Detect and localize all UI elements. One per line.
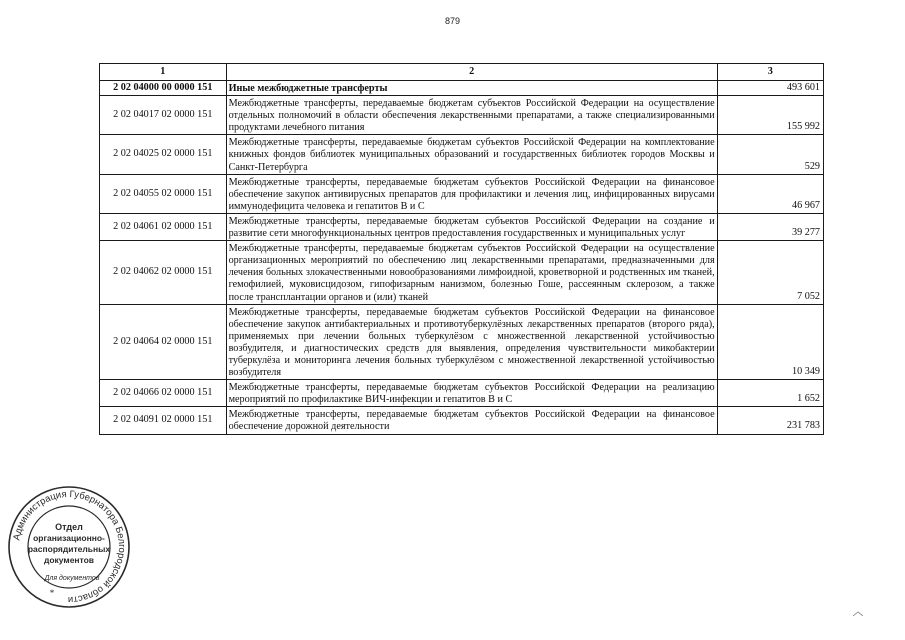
column-header-amount: 3 [717,64,823,81]
stamp-seal-graphic [6,484,132,610]
row-amount-cell: 39 277 [717,213,823,240]
office-stamp [6,484,132,610]
svg-text:Администрация Губернатора Белг: Администрация Губернатора Белгородской области [11,488,128,606]
row-amount-cell: 529 [717,135,823,174]
table-row [100,81,824,96]
row-code-cell: 2 02 04062 02 0000 151 [100,241,227,304]
row-code-cell: 2 02 04055 02 0000 151 [100,174,227,213]
svg-text:*: * [49,588,55,598]
table-row [100,135,824,174]
table-row [100,304,824,380]
table-row [100,407,824,434]
row-amount-cell: 7 052 [717,241,823,304]
row-amount-cell: 1 652 [717,380,823,407]
row-description-cell: Межбюджетные трансферты, передаваемые бюджетам субъектов Российской Федерации на реализацию мероприятий по профилактике ВИЧ-инфекции и гепатитов В и С [226,380,717,407]
svg-text:Для документов: Для документов [44,575,100,582]
row-code-cell: 2 02 04017 02 0000 151 [100,96,227,135]
row-code-cell: 2 02 04091 02 0000 151 [100,407,227,434]
row-code-cell: 2 02 04064 02 0000 151 [100,304,227,380]
row-code-cell: 2 02 04000 00 0000 151 [100,81,227,96]
row-amount-cell: 231 783 [717,407,823,434]
row-code-cell: 2 02 04061 02 0000 151 [100,213,227,240]
budget-transfers-table [99,63,824,435]
table-row [100,174,824,213]
row-description-cell: Межбюджетные трансферты, передаваемые бюджетам субъектов Российской Федерации на комплектование книжных фондов библиотек муниципальных образований и государственных библиотек городов Москвы и Санкт-Петербурга [226,135,717,174]
row-description-cell: Межбюджетные трансферты, передаваемые бюджетам субъектов Российской Федерации на создание и развитие сети многофункциональных центров предоставления государственных и муниципальных услуг [226,213,717,240]
svg-text:распорядительных: распорядительных [27,544,111,554]
row-description-cell: Межбюджетные трансферты, передаваемые бюджетам субъектов Российской Федерации на финансовое обеспечение закупок антивирусных препаратов для профилактики и лечения лиц, инфицированных вирусами иммунодефицита человека и гепатитов В и С [226,174,717,213]
row-description-cell: Межбюджетные трансферты, передаваемые бюджетам субъектов Российской Федерации на осуществление отдельных полномочий в области обеспечения лекарственными препаратами, а также специализированными продуктами лечебного питания [226,96,717,135]
table-body [100,81,824,435]
row-code-cell: 2 02 04066 02 0000 151 [100,380,227,407]
table-header-row [100,64,824,81]
row-description-cell: Межбюджетные трансферты, передаваемые бюджетам субъектов Российской Федерации на финансовое обеспечение дорожной деятельности [226,407,717,434]
page-number: 879 [444,16,461,26]
row-amount-cell: 46 967 [717,174,823,213]
table-row [100,96,824,135]
scan-mark [853,604,863,610]
row-amount-cell: 10 349 [717,304,823,380]
row-amount-cell: 155 992 [717,96,823,135]
svg-text:организационно-: организационно- [33,533,105,543]
column-header-description: 2 [226,64,717,81]
row-code-cell: 2 02 04025 02 0000 151 [100,135,227,174]
table-row [100,380,824,407]
row-description-cell: Межбюджетные трансферты, передаваемые бюджетам субъектов Российской Федерации на финансовое обеспечение закупок антибактериальных и противотуберкулёзных лекарственных препаратов (второго ряда), применяемых при лечении больных туберкулёзом с множественной лекарственной устойчивостью возбудителя, и диагностических средств для выявления, определения чувствительности микобактерии туберкулёза и мониторинга лечения больных туберкулёзом с множественной лекарственной устойчивостью возбудителя [226,304,717,380]
svg-text:Отдел: Отдел [55,522,83,532]
row-amount-cell: 493 601 [717,81,823,96]
column-header-code: 1 [100,64,227,81]
row-description-cell: Иные межбюджетные трансферты [226,81,717,96]
table-row [100,213,824,240]
table-row [100,241,824,304]
svg-text:документов: документов [43,555,95,565]
row-description-cell: Межбюджетные трансферты, передаваемые бюджетам субъектов Российской Федерации на осуществление организационных мероприятий по обеспечению лиц лекарственными препаратами, предназначенными для лечения больных злокачественными новообразованиями лимфоидной, кроветворной и родственных им тканей, гемофилией, муковисцидозом, гипофизарным нанизмом, болезнью Гоше, рассеянным склерозом, а также после трансплантации органов и (или) тканей [226,241,717,304]
